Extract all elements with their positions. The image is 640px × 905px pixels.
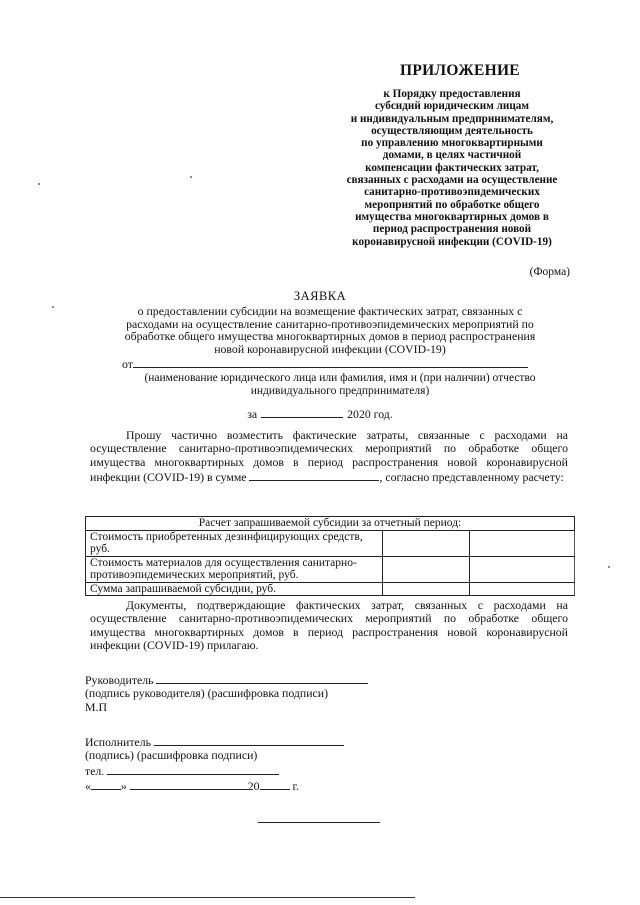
table-header: Расчет запрашиваемой субсидии за отчетный период: — [86, 517, 575, 531]
day-blank[interactable] — [91, 778, 121, 790]
request-text: Прошу частично возместить фактические затраты, связанные с расходами на осуществление санитарно-противоэпидемических мероприятий по обработке общего имущества многоквартирных домов в период распространения новой коронавирусной инфекции (COVID-19) в сумме — [90, 428, 568, 485]
table-value-cell[interactable] — [470, 582, 575, 596]
scan-speck — [608, 566, 610, 568]
table-row — [86, 582, 575, 596]
scan-speck — [38, 183, 40, 185]
table-row-label: Стоимость приобретенных дезинфицирующих средств, руб. — [86, 530, 383, 556]
phone-label: тел. — [85, 763, 105, 778]
applicant-name-blank[interactable] — [133, 356, 528, 368]
appendix-line: домами, в целях частичной — [382, 149, 522, 162]
phone-blank[interactable] — [107, 763, 279, 775]
zayavka-line: новой коронавирусной инфекции (COVID-19) — [214, 341, 446, 356]
appendix-line: к Порядку предоставления — [383, 88, 521, 100]
table-value-cell[interactable] — [470, 556, 575, 582]
zayavka-line: обработке общего имущества многоквартирных домов в период распространения — [124, 329, 536, 344]
form-label: (Форма) — [529, 266, 570, 278]
zayavka-line: о предоставлении субсидии на возмещение фактических затрат, связанных с — [137, 304, 523, 318]
appendix-line: коронавирусной инфекции (COVID-19) — [352, 235, 552, 248]
table-row-label: Стоимость материалов для осуществления санитарно-противоэпидемических мероприятий, руб. — [86, 556, 383, 582]
period-field — [0, 406, 640, 422]
appendix-line: субсидий юридическим лицам — [374, 100, 529, 113]
appendix-line: осуществляющим деятельность — [371, 124, 533, 137]
appendix-line: мероприятий по обработке общего — [364, 198, 540, 211]
zayavka-title: ЗАЯВКА — [293, 289, 347, 303]
table-row — [86, 556, 575, 582]
table-row — [86, 530, 575, 556]
head-signature-block — [85, 672, 368, 714]
year-suffix: 2020 год. — [347, 407, 393, 421]
table-header-row — [86, 517, 575, 531]
date-suffix: г. — [292, 779, 299, 794]
zayavka-subtitle — [95, 305, 565, 355]
date-close-quote: » — [120, 779, 127, 794]
table-value-cell[interactable] — [383, 530, 470, 556]
scan-edge-line — [0, 897, 415, 898]
appendix-line: связанных с расходами на осуществление — [346, 174, 558, 187]
subsidy-calculation-table — [85, 516, 575, 596]
head-caption: (подпись руководителя) (расшифровка подписи) — [85, 686, 329, 701]
request-paragraph — [90, 429, 568, 485]
bottom-divider — [258, 822, 380, 823]
scan-speck — [190, 176, 192, 178]
executor-signature-block — [85, 734, 344, 794]
appendix-line: компенсации фактических затрат, — [365, 161, 539, 174]
year-prefix: за — [247, 407, 258, 421]
documents-paragraph: Документы, подтверждающие фактических затрат, связанных с расходами на осуществление санитарно-противоэпидемических мероприятий по обработке общего имущества многоквартирных домов в период распространения новой коронавирусной инфекции (COVID-19) прилагаю. — [90, 598, 568, 653]
table-value-cell[interactable] — [383, 556, 470, 582]
applicant-field — [122, 356, 528, 372]
appendix-line: и индивидуальным предпринимателям, — [350, 112, 554, 125]
caption-line: индивидуального предпринимателя) — [250, 384, 430, 397]
request-text-end: , согласно представленному расчету: — [379, 470, 564, 485]
executor-signature-blank[interactable] — [154, 734, 344, 746]
scan-speck — [52, 306, 54, 308]
executor-caption: (подпись) (расшифровка подписи) — [85, 748, 258, 763]
zayavka-line: расходами на осуществление санитарно-противоэпидемических мероприятий по — [126, 316, 534, 331]
year-blank[interactable] — [260, 778, 290, 790]
table-value-cell[interactable] — [470, 530, 575, 556]
month-blank[interactable] — [130, 778, 248, 790]
table-row-label: Сумма запрашиваемой субсидии, руб. — [86, 582, 383, 596]
head-label: Руководитель — [85, 673, 154, 687]
appendix-line: период распространения новой — [372, 223, 532, 236]
date-field — [85, 778, 344, 793]
period-blank[interactable] — [261, 406, 343, 418]
from-prefix: от — [122, 357, 133, 371]
stamp-label: М.П — [85, 699, 107, 714]
appendix-subtitle — [322, 88, 582, 248]
date-year-prefix: 20 — [247, 779, 260, 794]
applicant-caption — [80, 372, 600, 397]
appendix-line: по управлению многоквартирными — [361, 137, 543, 150]
date-open-quote: « — [85, 779, 91, 794]
head-signature-blank[interactable] — [156, 672, 368, 684]
appendix-line: санитарно-противоэпидемических — [364, 186, 540, 199]
appendix-line: имущества многоквартирных домов в — [355, 210, 549, 223]
appendix-title: ПРИЛОЖЕНИЕ — [400, 62, 520, 79]
caption-line: (наименование юридического лица или фамилия, имя и (при наличии) отчество — [144, 372, 536, 384]
executor-label: Исполнитель — [85, 735, 151, 749]
amount-blank[interactable] — [249, 469, 379, 481]
table-value-cell[interactable] — [383, 582, 470, 596]
